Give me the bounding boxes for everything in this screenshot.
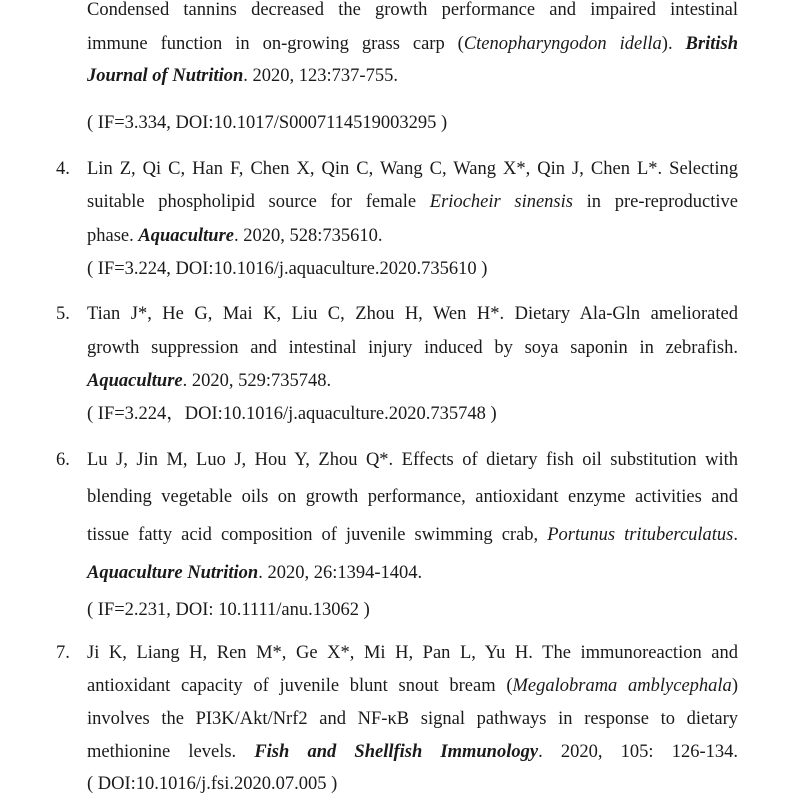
ref4-line-3: phase. Aquaculture. 2020, 528:735610. xyxy=(87,226,383,246)
ref7-line-2: antioxidant capacity of juvenile blunt snout bream (Megalobrama amblycephala) xyxy=(87,676,738,696)
ref6-number: 6. xyxy=(56,450,70,470)
ref4-line-2: suitable phospholipid source for female Eriocheir sinensis in pre-reproductive xyxy=(87,192,738,212)
ref3-journal-part2: Journal of Nutrition xyxy=(87,66,244,86)
ref5-line-3: Aquaculture. 2020, 529:735748. xyxy=(87,371,332,391)
ref6-note: ( IF=2.231, DOI: 10.1111/anu.13062 ) xyxy=(87,600,370,620)
ref6-line-3: tissue fatty acid composition of juvenile swimming crab, Portunus trituberculatus. xyxy=(87,525,739,545)
ref4-species: Eriocheir sinensis xyxy=(429,192,573,212)
ref6-species: Portunus trituberculatus xyxy=(547,525,734,545)
ref7-line-3: involves the PI3K/Akt/Nrf2 and NF-κB signal pathways in response to dietary xyxy=(87,709,738,729)
ref4-line-1: Lin Z, Qi C, Han F, Chen X, Qin C, Wang C, Wang X*, Qin J, Chen L*. Selecting xyxy=(87,159,738,179)
ref3-line-3: Journal of Nutrition. 2020, 123:737-755. xyxy=(87,66,398,86)
ref3-note: ( IF=3.334, DOI:10.1017/S0007114519003295 ) xyxy=(87,113,448,133)
ref3-species: Ctenopharyngodon idella xyxy=(463,34,662,54)
ref7-journal: Fish and Shellfish Immunology xyxy=(254,742,539,762)
ref3-line-2: immune function in on-growing grass carp (Ctenopharyngodon idella). British xyxy=(87,34,738,54)
ref7-species: Megalobrama amblycephala xyxy=(512,676,732,696)
ref5-journal: Aquaculture xyxy=(87,371,183,391)
ref3-journal-part1: British xyxy=(685,34,738,54)
ref6-line-1: Lu J, Jin M, Luo J, Hou Y, Zhou Q*. Effects of dietary fish oil substitution with xyxy=(87,450,738,470)
ref4-note: ( IF=3.224, DOI:10.1016/j.aquaculture.2020.735610 ) xyxy=(87,259,488,279)
ref7-note: ( DOI:10.1016/j.fsi.2020.07.005 ) xyxy=(87,774,338,794)
ref6-journal: Aquaculture Nutrition xyxy=(87,563,259,583)
ref4-journal: Aquaculture xyxy=(138,226,234,246)
ref5-number: 5. xyxy=(56,304,70,324)
ref7-line-4: methionine levels. Fish and Shellfish Immunology. 2020, 105: 126-134. xyxy=(87,742,738,762)
ref5-note: ( IF=3.224，DOI:10.1016/j.aquaculture.2020.735748 ) xyxy=(87,404,497,424)
ref5-line-2: growth suppression and intestinal injury induced by soya saponin in zebrafish. xyxy=(87,338,738,358)
ref7-number: 7. xyxy=(56,643,70,663)
ref6-line-4: Aquaculture Nutrition. 2020, 26:1394-1404. xyxy=(87,563,423,583)
ref7-line-1: Ji K, Liang H, Ren M*, Ge X*, Mi H, Pan L, Yu H. The immunoreaction and xyxy=(87,643,738,663)
ref5-line-1: Tian J*, He G, Mai K, Liu C, Zhou H, Wen H*. Dietary Ala-Gln ameliorated xyxy=(87,304,738,324)
ref6-line-2: blending vegetable oils on growth performance, antioxidant enzyme activities and xyxy=(87,487,738,507)
ref4-number: 4. xyxy=(56,159,70,179)
ref3-line-1: Condensed tannins decreased the growth performance and impaired intestinal xyxy=(87,0,738,20)
